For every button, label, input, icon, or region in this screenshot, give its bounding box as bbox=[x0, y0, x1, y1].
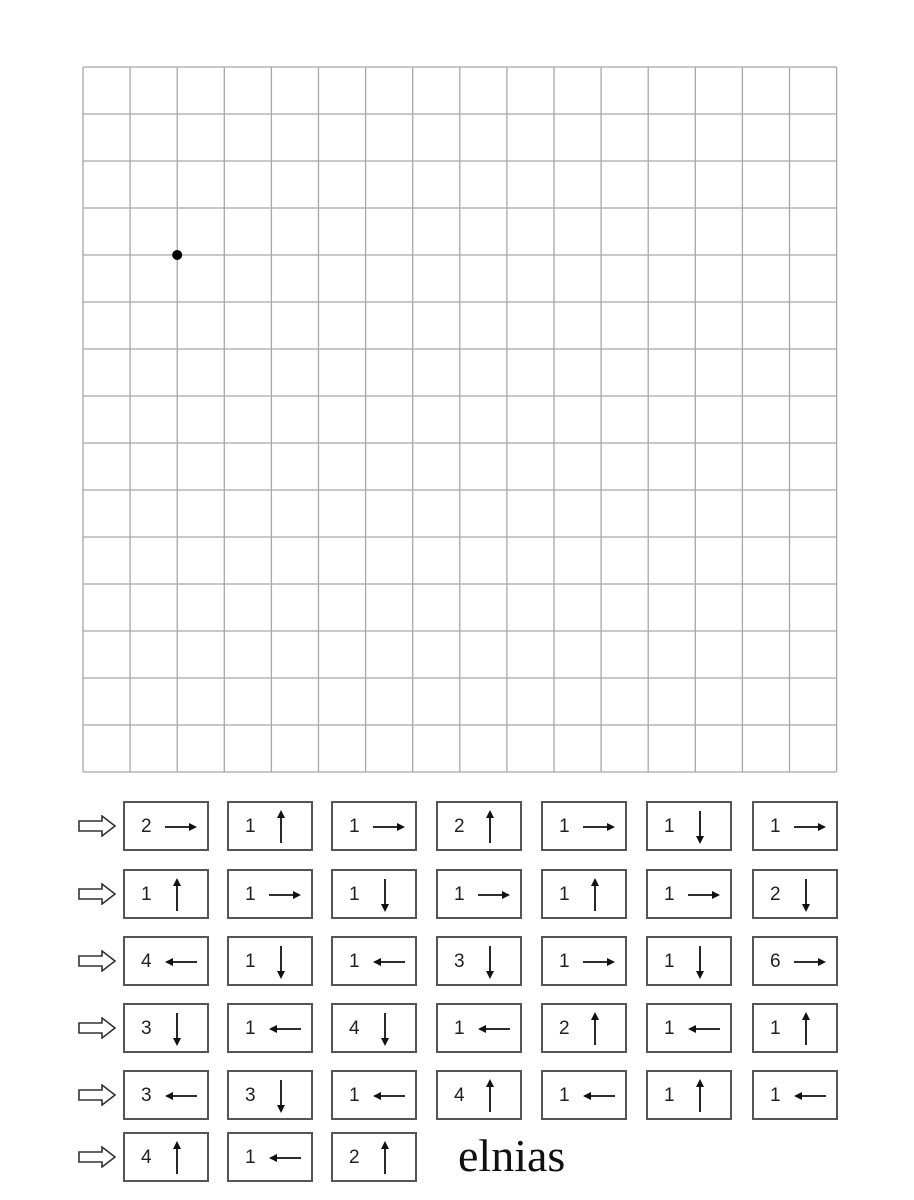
step-count: 1 bbox=[349, 816, 360, 837]
down-arrow-icon bbox=[476, 944, 512, 980]
down-arrow-icon bbox=[686, 809, 722, 845]
down-arrow-icon bbox=[371, 877, 407, 913]
right-arrow-icon bbox=[581, 809, 617, 845]
instruction-card bbox=[123, 1070, 209, 1120]
right-arrow-icon bbox=[371, 809, 407, 845]
start-dot bbox=[172, 250, 182, 260]
right-arrow-icon bbox=[581, 944, 617, 980]
instruction-card bbox=[123, 801, 209, 851]
step-count: 3 bbox=[141, 1085, 152, 1106]
up-arrow-icon bbox=[792, 1011, 828, 1047]
step-count: 1 bbox=[349, 884, 360, 905]
instruction-card bbox=[752, 1070, 838, 1120]
instruction-card bbox=[646, 1070, 732, 1120]
up-arrow-icon bbox=[581, 1011, 617, 1047]
step-count: 1 bbox=[664, 884, 675, 905]
outline-right-arrow-icon bbox=[78, 950, 116, 972]
left-arrow-icon bbox=[267, 1140, 303, 1176]
down-arrow-icon bbox=[686, 944, 722, 980]
outline-right-arrow-icon bbox=[78, 815, 116, 837]
up-arrow-icon bbox=[476, 1078, 512, 1114]
right-arrow-icon bbox=[792, 944, 828, 980]
instruction-card bbox=[436, 1070, 522, 1120]
step-count: 1 bbox=[770, 1085, 781, 1106]
instruction-card bbox=[123, 936, 209, 986]
step-count: 1 bbox=[559, 1085, 570, 1106]
step-count: 1 bbox=[245, 816, 256, 837]
instruction-card bbox=[227, 1003, 313, 1053]
outline-right-arrow-icon bbox=[78, 1017, 116, 1039]
instruction-card bbox=[752, 936, 838, 986]
step-count: 2 bbox=[141, 816, 152, 837]
instruction-card bbox=[331, 1132, 417, 1182]
step-count: 4 bbox=[141, 1147, 152, 1168]
instruction-card bbox=[331, 1070, 417, 1120]
step-count: 1 bbox=[559, 951, 570, 972]
instruction-card bbox=[227, 1070, 313, 1120]
up-arrow-icon bbox=[371, 1140, 407, 1176]
left-arrow-icon bbox=[371, 1078, 407, 1114]
instruction-card bbox=[541, 936, 627, 986]
left-arrow-icon bbox=[792, 1078, 828, 1114]
step-count: 1 bbox=[664, 816, 675, 837]
left-arrow-icon bbox=[686, 1011, 722, 1047]
up-arrow-icon bbox=[163, 1140, 199, 1176]
instruction-card bbox=[646, 1003, 732, 1053]
step-count: 1 bbox=[664, 1018, 675, 1039]
instruction-card bbox=[436, 936, 522, 986]
instruction-card bbox=[752, 1003, 838, 1053]
step-count: 1 bbox=[559, 884, 570, 905]
up-arrow-icon bbox=[581, 877, 617, 913]
instruction-card bbox=[541, 1003, 627, 1053]
left-arrow-icon bbox=[476, 1011, 512, 1047]
step-count: 1 bbox=[770, 816, 781, 837]
right-arrow-icon bbox=[267, 877, 303, 913]
left-arrow-icon bbox=[163, 944, 199, 980]
right-arrow-icon bbox=[686, 877, 722, 913]
right-arrow-icon bbox=[476, 877, 512, 913]
step-count: 1 bbox=[664, 1085, 675, 1106]
step-count: 1 bbox=[770, 1018, 781, 1039]
answer-caption: elnias bbox=[458, 1130, 566, 1181]
right-arrow-icon bbox=[163, 809, 199, 845]
instruction-card bbox=[541, 801, 627, 851]
down-arrow-icon bbox=[267, 944, 303, 980]
instruction-card bbox=[541, 1070, 627, 1120]
step-count: 1 bbox=[245, 1147, 256, 1168]
step-count: 1 bbox=[454, 1018, 465, 1039]
instruction-card bbox=[646, 869, 732, 919]
step-count: 4 bbox=[454, 1085, 465, 1106]
step-count: 3 bbox=[141, 1018, 152, 1039]
up-arrow-icon bbox=[163, 877, 199, 913]
step-count: 1 bbox=[349, 951, 360, 972]
step-count: 2 bbox=[559, 1018, 570, 1039]
step-count: 1 bbox=[559, 816, 570, 837]
down-arrow-icon bbox=[792, 877, 828, 913]
instruction-card bbox=[227, 1132, 313, 1182]
instruction-card bbox=[436, 869, 522, 919]
down-arrow-icon bbox=[267, 1078, 303, 1114]
step-count: 3 bbox=[245, 1085, 256, 1106]
step-count: 1 bbox=[349, 1085, 360, 1106]
instruction-card bbox=[331, 801, 417, 851]
step-count: 4 bbox=[349, 1018, 360, 1039]
instruction-card bbox=[331, 1003, 417, 1053]
left-arrow-icon bbox=[163, 1078, 199, 1114]
step-count: 1 bbox=[664, 951, 675, 972]
instruction-card bbox=[646, 936, 732, 986]
instruction-card bbox=[227, 801, 313, 851]
up-arrow-icon bbox=[476, 809, 512, 845]
left-arrow-icon bbox=[267, 1011, 303, 1047]
up-arrow-icon bbox=[686, 1078, 722, 1114]
instruction-card bbox=[123, 869, 209, 919]
instruction-card bbox=[436, 1003, 522, 1053]
step-count: 1 bbox=[245, 951, 256, 972]
instruction-card bbox=[331, 936, 417, 986]
right-arrow-icon bbox=[792, 809, 828, 845]
step-count: 2 bbox=[770, 884, 781, 905]
instruction-card bbox=[646, 801, 732, 851]
step-count: 1 bbox=[141, 884, 152, 905]
step-count: 2 bbox=[454, 816, 465, 837]
outline-right-arrow-icon bbox=[78, 1084, 116, 1106]
instruction-card bbox=[541, 869, 627, 919]
step-count: 1 bbox=[245, 1018, 256, 1039]
step-count: 1 bbox=[454, 884, 465, 905]
left-arrow-icon bbox=[581, 1078, 617, 1114]
instruction-card bbox=[752, 869, 838, 919]
step-count: 2 bbox=[349, 1147, 360, 1168]
step-count: 3 bbox=[454, 951, 465, 972]
instruction-card bbox=[331, 869, 417, 919]
instruction-card bbox=[752, 801, 838, 851]
instruction-card bbox=[227, 869, 313, 919]
instruction-card bbox=[123, 1003, 209, 1053]
step-count: 6 bbox=[770, 951, 781, 972]
step-count: 1 bbox=[245, 884, 256, 905]
outline-right-arrow-icon bbox=[78, 883, 116, 905]
step-count: 4 bbox=[141, 951, 152, 972]
instruction-card bbox=[227, 936, 313, 986]
up-arrow-icon bbox=[267, 809, 303, 845]
left-arrow-icon bbox=[371, 944, 407, 980]
down-arrow-icon bbox=[163, 1011, 199, 1047]
instruction-card bbox=[123, 1132, 209, 1182]
instruction-card bbox=[436, 801, 522, 851]
down-arrow-icon bbox=[371, 1011, 407, 1047]
outline-right-arrow-icon bbox=[78, 1146, 116, 1168]
